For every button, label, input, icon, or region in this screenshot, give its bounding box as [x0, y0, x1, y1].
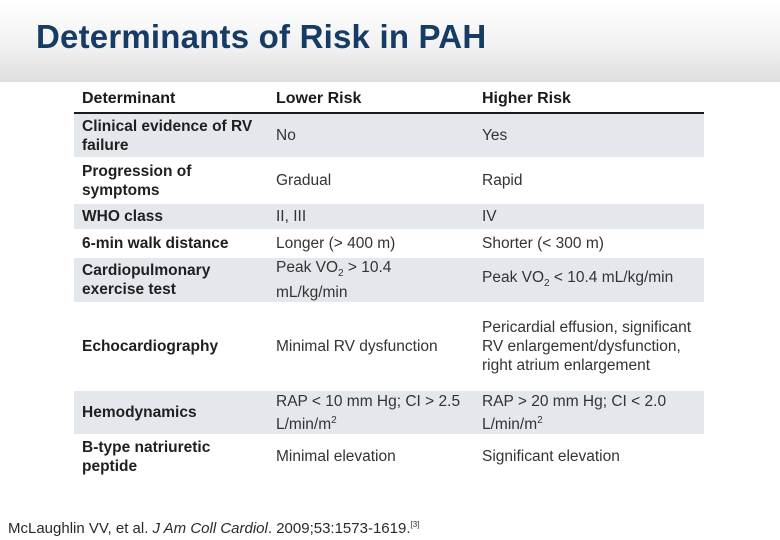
table-row — [74, 257, 704, 303]
table-row — [74, 435, 704, 478]
higher-risk-cell: Significant elevation — [474, 435, 704, 478]
determinant-cell: Hemodynamics — [74, 390, 268, 435]
lower-risk-cell: Longer (> 400 m) — [268, 230, 474, 257]
higher-risk-cell: Shorter (< 300 m) — [474, 230, 704, 257]
lower-risk-cell: Minimal elevation — [268, 435, 474, 478]
higher-risk-cell: IV — [474, 203, 704, 230]
determinant-cell: Echocardiography — [74, 303, 268, 390]
risk-table — [74, 84, 704, 479]
citation-authors: McLaughlin VV, et al. — [8, 520, 149, 537]
determinant-cell: B-type natriuretic peptide — [74, 435, 268, 478]
higher-risk-cell: Peak $VO_2 < 10.4$ mL/kg/min — [474, 257, 704, 303]
determinant-cell: Progression of symptoms — [74, 158, 268, 203]
citation — [8, 520, 419, 537]
lower-risk-cell: No — [268, 113, 474, 158]
lower-risk-cell: Gradual — [268, 158, 474, 203]
table-header-row — [74, 84, 704, 113]
higher-risk-cell: Yes — [474, 113, 704, 158]
citation-ref: [3] — [410, 520, 420, 529]
lower-risk-cell: Peak $VO_2 > 10.4$ mL/kg/min — [268, 257, 474, 303]
determinant-cell: WHO class — [74, 203, 268, 230]
table-row — [74, 203, 704, 230]
header-determinant: Determinant — [74, 84, 268, 113]
slide-title: Determinants of Risk in PAH — [36, 18, 487, 55]
higher-risk-cell: Pericardial effusion, significant RV enlargement/dysfunction, right atrium enlargement — [474, 303, 704, 390]
citation-details: . 2009;53:1573-1619. — [267, 520, 411, 537]
lower-risk-cell: Minimal RV dysfunction — [268, 303, 474, 390]
table-row — [74, 230, 704, 257]
header-lower-risk: Lower Risk — [268, 84, 474, 113]
determinant-cell: 6-min walk distance — [74, 230, 268, 257]
header-higher-risk: Higher Risk — [474, 84, 704, 113]
citation-journal: J Am Coll Cardiol — [152, 520, 268, 537]
higher-risk-cell: RAP > 20 mm Hg; CI < 2.0 $L/\min/m^2$ — [474, 390, 704, 435]
table-row — [74, 113, 704, 158]
table-row — [74, 390, 704, 435]
table-row — [74, 158, 704, 203]
determinant-cell: Clinical evidence of RV failure — [74, 113, 268, 158]
table-row — [74, 303, 704, 390]
lower-risk-cell: II, III — [268, 203, 474, 230]
determinant-cell: Cardiopulmonary exercise test — [74, 257, 268, 303]
higher-risk-cell: Rapid — [474, 158, 704, 203]
lower-risk-cell: RAP < 10 mm Hg; CI > 2.5 $L/\min/m^2$ — [268, 390, 474, 435]
